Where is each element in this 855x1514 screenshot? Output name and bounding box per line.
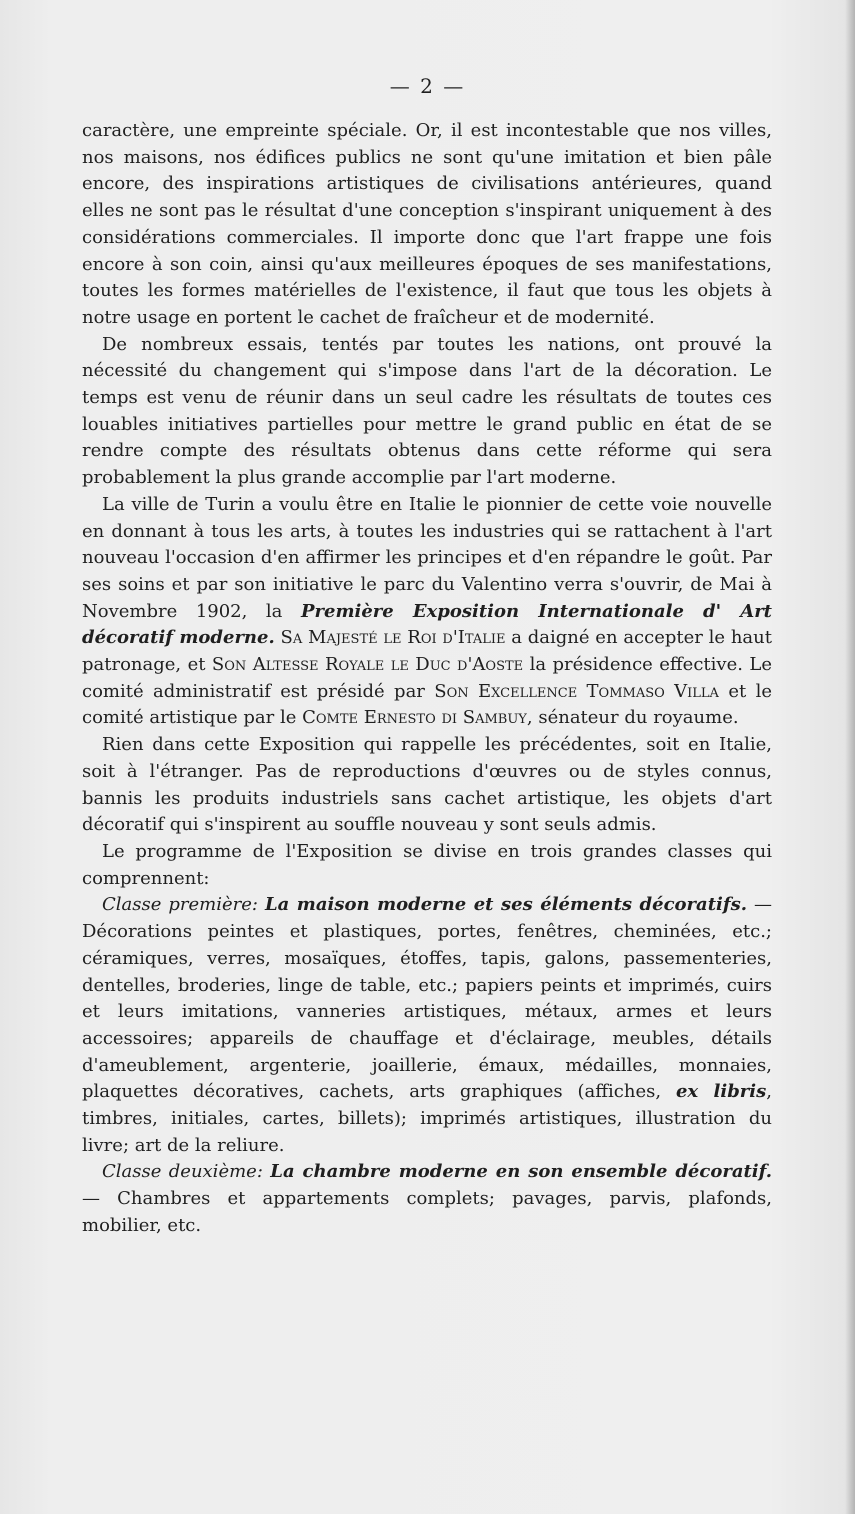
paragraph-3-text-d: la présidence effective. Le comité administratif est présidé par bbox=[82, 654, 772, 702]
roi-name: Sa Majesté le Roi d'Italie bbox=[280, 627, 506, 649]
sambuy-name: Comte Ernesto di Sambuy bbox=[302, 707, 527, 729]
classe-premiere-text-b: , timbres, initiales, cartes, billets); imprimés artistiques, illustration du livre; art de la reliure. bbox=[82, 1081, 772, 1156]
page-number: — 2 — bbox=[389, 74, 466, 98]
paragraph-3-text-e: et le comité artistique par le bbox=[82, 680, 772, 729]
classe-premiere-label: Classe première: bbox=[102, 894, 258, 916]
ex-libris-term: ex libris bbox=[675, 1081, 767, 1103]
paragraph-4: Rien dans cette Exposition qui rappelle les précédentes, soit en Italie, soit à l'étranger. Pas de reproductions d'œuvres ou de styles connus, bannis les produits industriels sans cachet artistique, les objets d'art décoratif qui s'inspirent au souffle nouveau y sont seuls admis. bbox=[82, 734, 772, 836]
classe-premiere bbox=[82, 892, 772, 1159]
paragraph-3-text-f: , sénateur du royaume. bbox=[526, 707, 739, 729]
classe-premiere-title: La maison moderne et ses éléments décoratifs. bbox=[264, 894, 748, 916]
villa-name: Son Excellence Tommaso Villa bbox=[434, 680, 719, 702]
paragraph-5: Le programme de l'Exposition se divise en trois grandes classes qui comprennent: bbox=[82, 840, 772, 889]
body-text bbox=[82, 118, 772, 1240]
paragraph-3-text-c: a daigné en accepter le haut patronage, et bbox=[82, 627, 772, 676]
classe-deuxieme-text-a: — Chambres et appartements complets; pavages, parvis, plafonds, mobilier, etc. bbox=[82, 1188, 772, 1236]
exposition-title: Première Exposition Internationale d' Art décoratif moderne. bbox=[82, 600, 772, 649]
paragraph-3 bbox=[82, 492, 772, 732]
classe-deuxieme-label: Classe deuxième: bbox=[102, 1161, 263, 1183]
classe-premiere-text-a: — Décorations peintes et plastiques, portes, fenêtres, cheminées, etc.; céramiques, verres, mosaïques, étoffes, tapis, galons, passementeries, dentelles, broderies, linge de table, etc.; papiers peints et imprimés, cuirs et leurs imitations, vanneries artistiques, métaux, armes et leurs accessoires; appareils de chauffage et d'éclairage, meubles, détails d'ameublement, argenterie, joaillerie, émaux, médailles, monnaies, plaquettes décoratives, cachets, arts graphiques (affiches, bbox=[82, 894, 772, 1103]
page-edge-shadow bbox=[845, 0, 855, 1514]
classe-deuxieme-title: La chambre moderne en son ensemble décoratif. bbox=[270, 1161, 772, 1183]
paragraph-1: caractère, une empreinte spéciale. Or, il est incontestable que nos villes, nos maisons, nos édifices publics ne sont qu'une imitation et bien pâle encore, des inspirations artistiques de civilisations antérieures, quand elles ne sont pas le résultat d'une conception s'inspirant uniquement à des considérations commerciales. Il importe donc que l'art frappe une fois encore à son coin, ainsi qu'aux meilleures époques de ses manifestations, toutes les formes matérielles de l'existence, il faut que tous les objets à notre usage en portent le cachet de fraîcheur et de modernité. bbox=[82, 120, 772, 328]
duc-name: Son Altesse Royale le Duc d'Aoste bbox=[211, 654, 524, 676]
paragraph-2: De nombreux essais, tentés par toutes les nations, ont prouvé la nécessité du changement qui s'impose dans l'art de la décoration. Le temps est venu de réunir dans un seul cadre les résultats de toutes ces louables initiatives partielles pour mettre le grand public en état de se rendre compte des résultats obtenus dans cette réforme qui sera probablement la plus grande accomplie par l'art moderne. bbox=[82, 333, 772, 489]
classe-deuxieme bbox=[82, 1159, 772, 1239]
paragraph-3-text-a: La ville de Turin a voulu être en Italie le pionnier de cette voie nouvelle en donnant à tous les arts, à toutes les industries qui se rattachent à l'art nouveau l'occasion d'en affirmer les principes et d'en répandre le goût. Par ses soins et par son initiative le parc du Valentino verra s'ouvrir, de Mai à Novembre 1902, la bbox=[82, 493, 772, 622]
